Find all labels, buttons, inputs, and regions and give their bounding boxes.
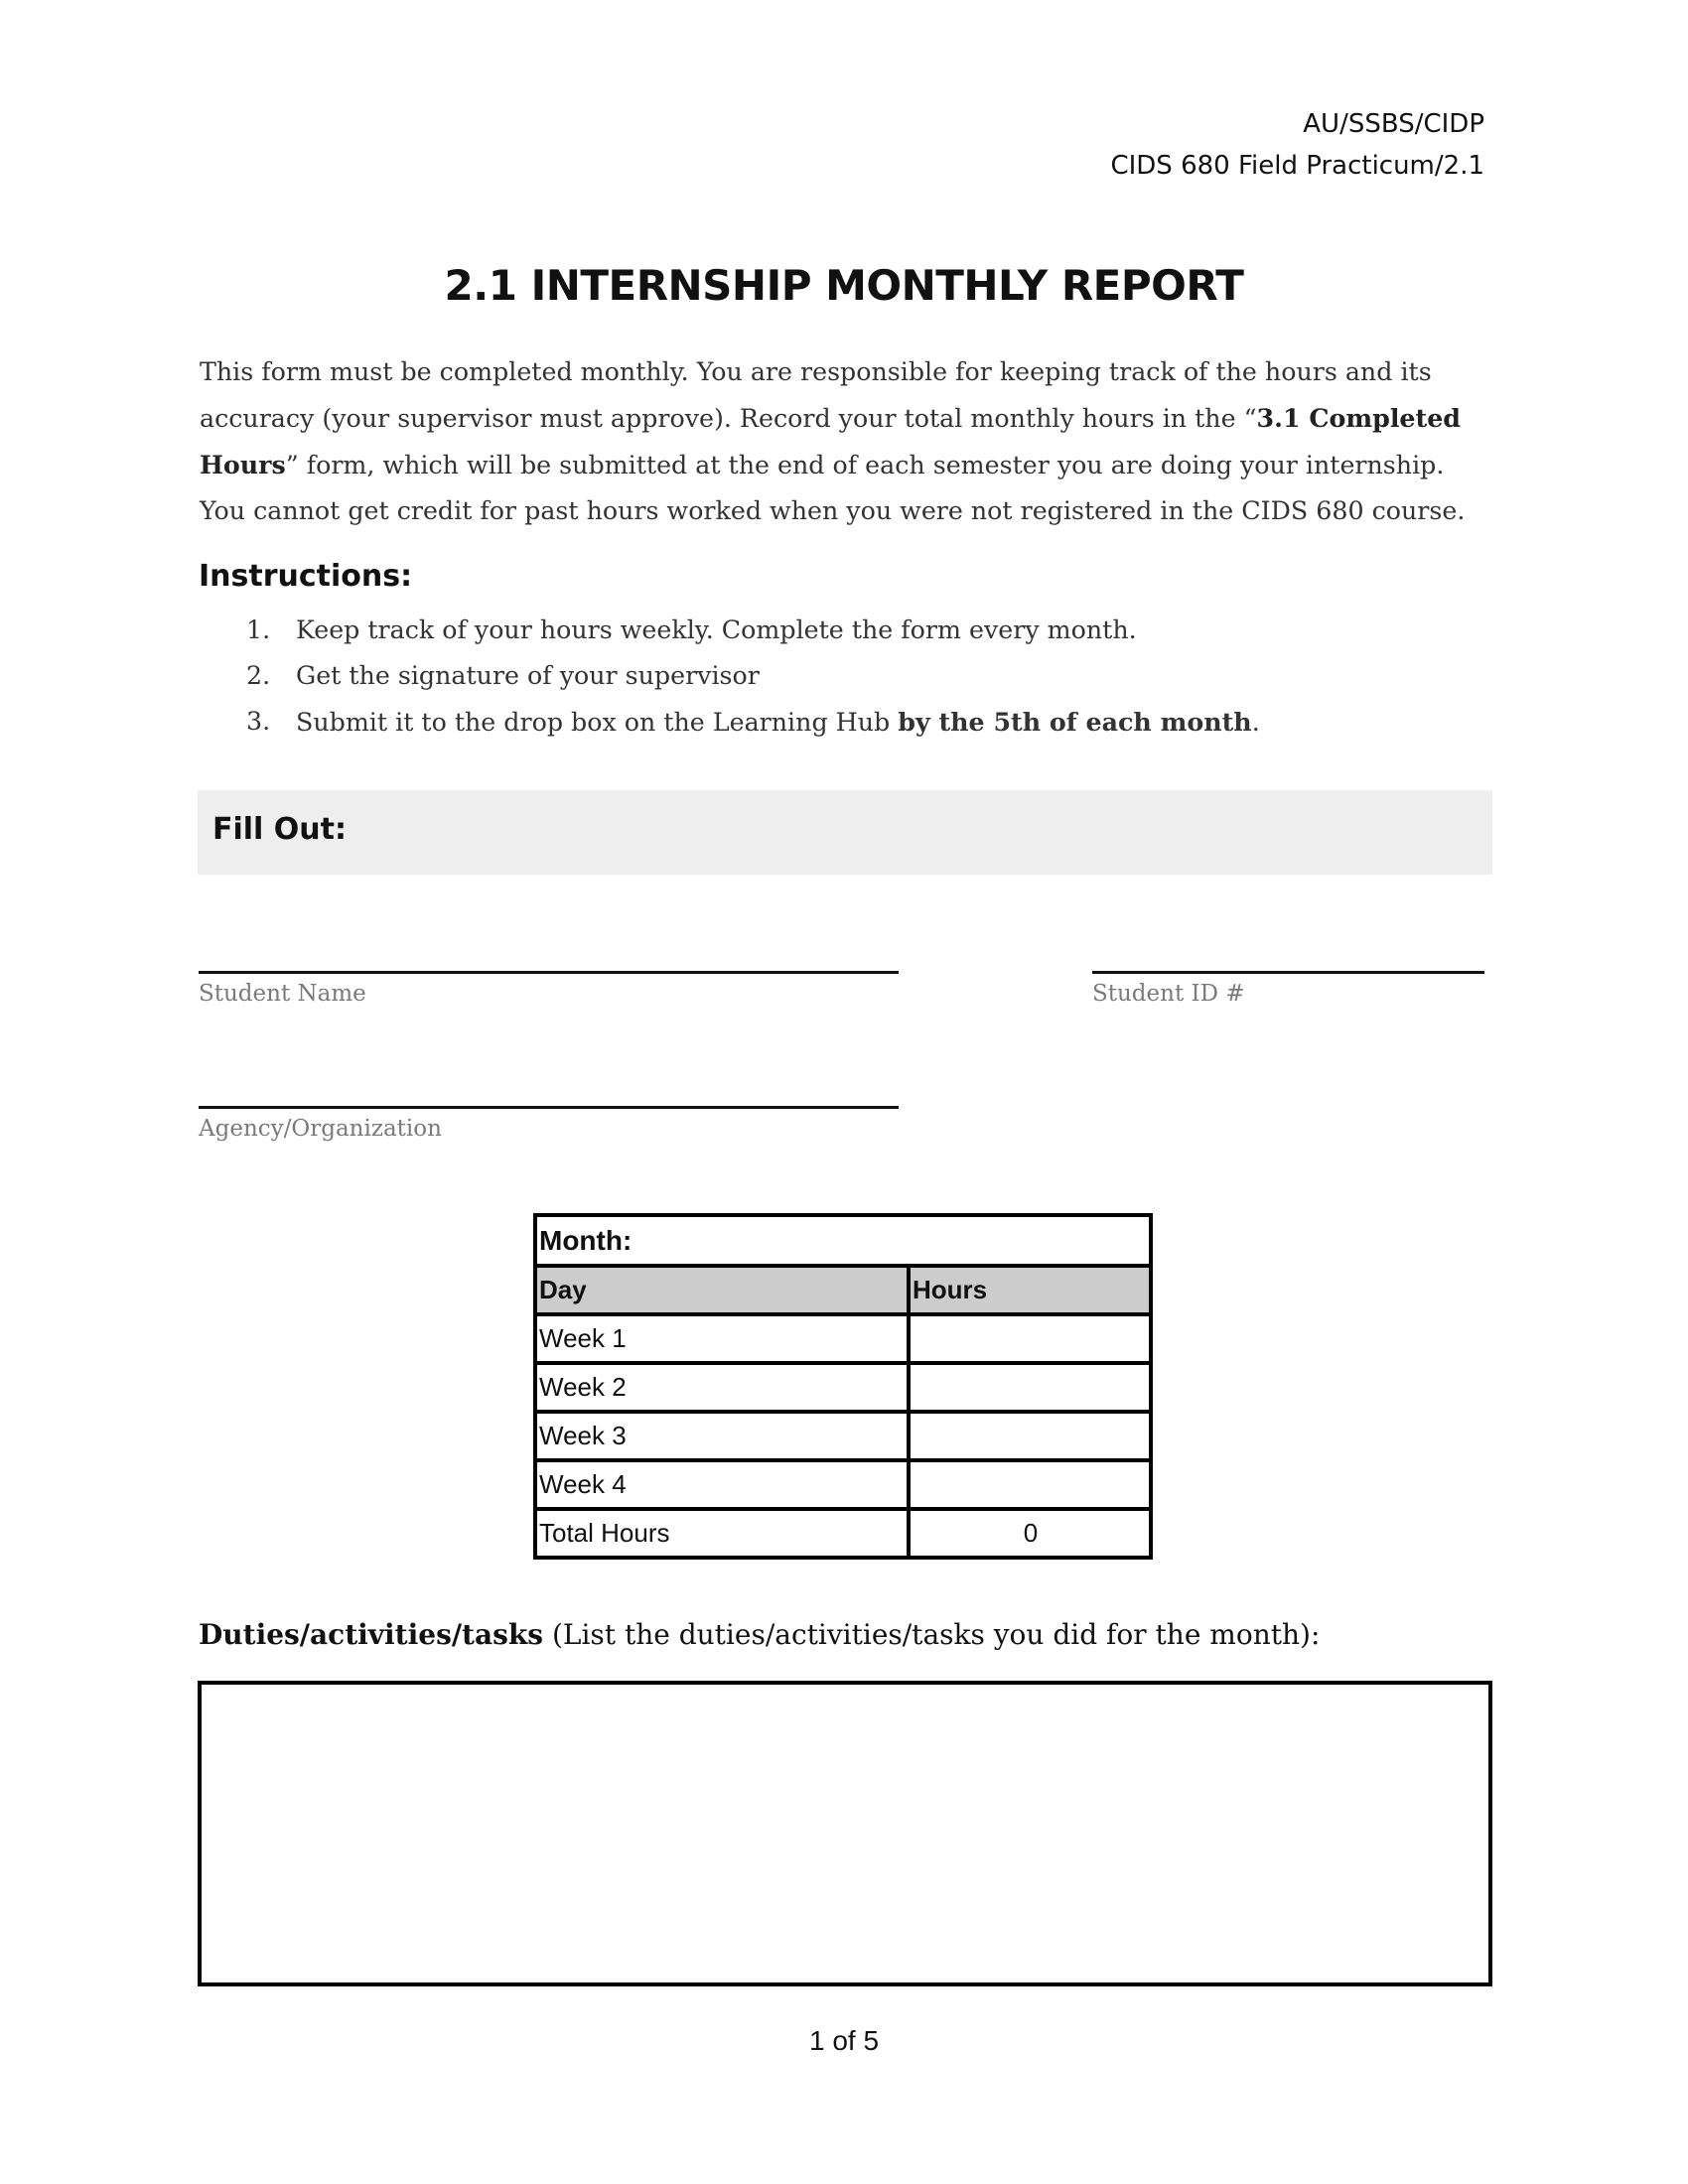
- student-id-field[interactable]: [1092, 971, 1484, 974]
- header-org-code: AU/SSBS/CIDP: [1303, 109, 1484, 139]
- week-hours-input[interactable]: [909, 1363, 1151, 1412]
- duties-label-rest: (List the duties/activities/tasks you did for the month):: [543, 1618, 1321, 1651]
- total-hours-value: 0: [909, 1509, 1151, 1558]
- instruction-deadline: by the 5th of each month: [898, 707, 1252, 737]
- header-course-code: CIDS 680 Field Practicum/2.1: [1110, 151, 1484, 181]
- page-title: 2.1 INTERNSHIP MONTHLY REPORT: [444, 261, 1244, 310]
- week-hours-input[interactable]: [909, 1412, 1151, 1460]
- intro-text-2: ” form, which will be submitted at the end of each semester you are doing your internship. You cannot get credit for past hours worked when you were not registered in the CIDS 680 course.: [200, 451, 1466, 525]
- instruction-text: Keep track of your hours weekly. Complete the form every month.: [296, 615, 1137, 644]
- intro-paragraph: [200, 349, 1490, 534]
- instruction-number: 3.: [246, 707, 271, 736]
- table-row: [535, 1412, 1151, 1460]
- duties-label: [199, 1618, 1320, 1651]
- week-label: Week 2: [535, 1363, 909, 1412]
- agency-label: Agency/Organization: [199, 1116, 442, 1142]
- duties-label-bold: Duties/activities/tasks: [199, 1618, 544, 1651]
- student-id-label: Student ID #: [1092, 981, 1245, 1007]
- instruction-text-wrapper: [296, 699, 1260, 746]
- week-label: Week 3: [535, 1412, 909, 1460]
- student-name-field[interactable]: [199, 971, 899, 974]
- month-label: Month:: [539, 1224, 633, 1256]
- instruction-text: Submit it to the drop box on the Learning Hub: [296, 708, 899, 737]
- agency-field[interactable]: [199, 1106, 899, 1109]
- instruction-tail: .: [1251, 708, 1260, 737]
- week-hours-input[interactable]: [909, 1314, 1151, 1363]
- column-header-hours: Hours: [909, 1266, 1151, 1314]
- hours-table: [533, 1213, 1153, 1560]
- instruction-number: 1.: [246, 615, 271, 644]
- intro-form-reference: 3.1 Completed Hours: [200, 403, 1461, 479]
- page-number: 1 of 5: [808, 2025, 880, 2056]
- table-row: [535, 1314, 1151, 1363]
- table-row: [535, 1460, 1151, 1509]
- total-hours-label: Total Hours: [535, 1509, 909, 1558]
- total-row: [535, 1509, 1151, 1558]
- week-label: Week 4: [535, 1460, 909, 1509]
- week-hours-input[interactable]: [909, 1460, 1151, 1509]
- table-header-row: [535, 1266, 1151, 1314]
- column-header-day: Day: [535, 1266, 909, 1314]
- student-name-label: Student Name: [199, 981, 366, 1007]
- instructions-heading: Instructions:: [199, 559, 413, 594]
- intro-text-1: This form must be completed monthly. You are responsible for keeping track of the hours and its accuracy (your supervisor must approve). Record your total monthly hours in the “: [200, 357, 1432, 433]
- fill-out-banner: [198, 790, 1492, 875]
- instruction-number: 2.: [246, 661, 271, 690]
- week-label: Week 1: [535, 1314, 909, 1363]
- fill-out-heading: Fill Out:: [212, 812, 347, 847]
- month-cell[interactable]: [535, 1215, 1151, 1266]
- month-row: [535, 1215, 1151, 1266]
- duties-textarea[interactable]: [198, 1681, 1492, 1986]
- table-row: [535, 1363, 1151, 1412]
- instruction-text: Get the signature of your supervisor: [296, 661, 760, 690]
